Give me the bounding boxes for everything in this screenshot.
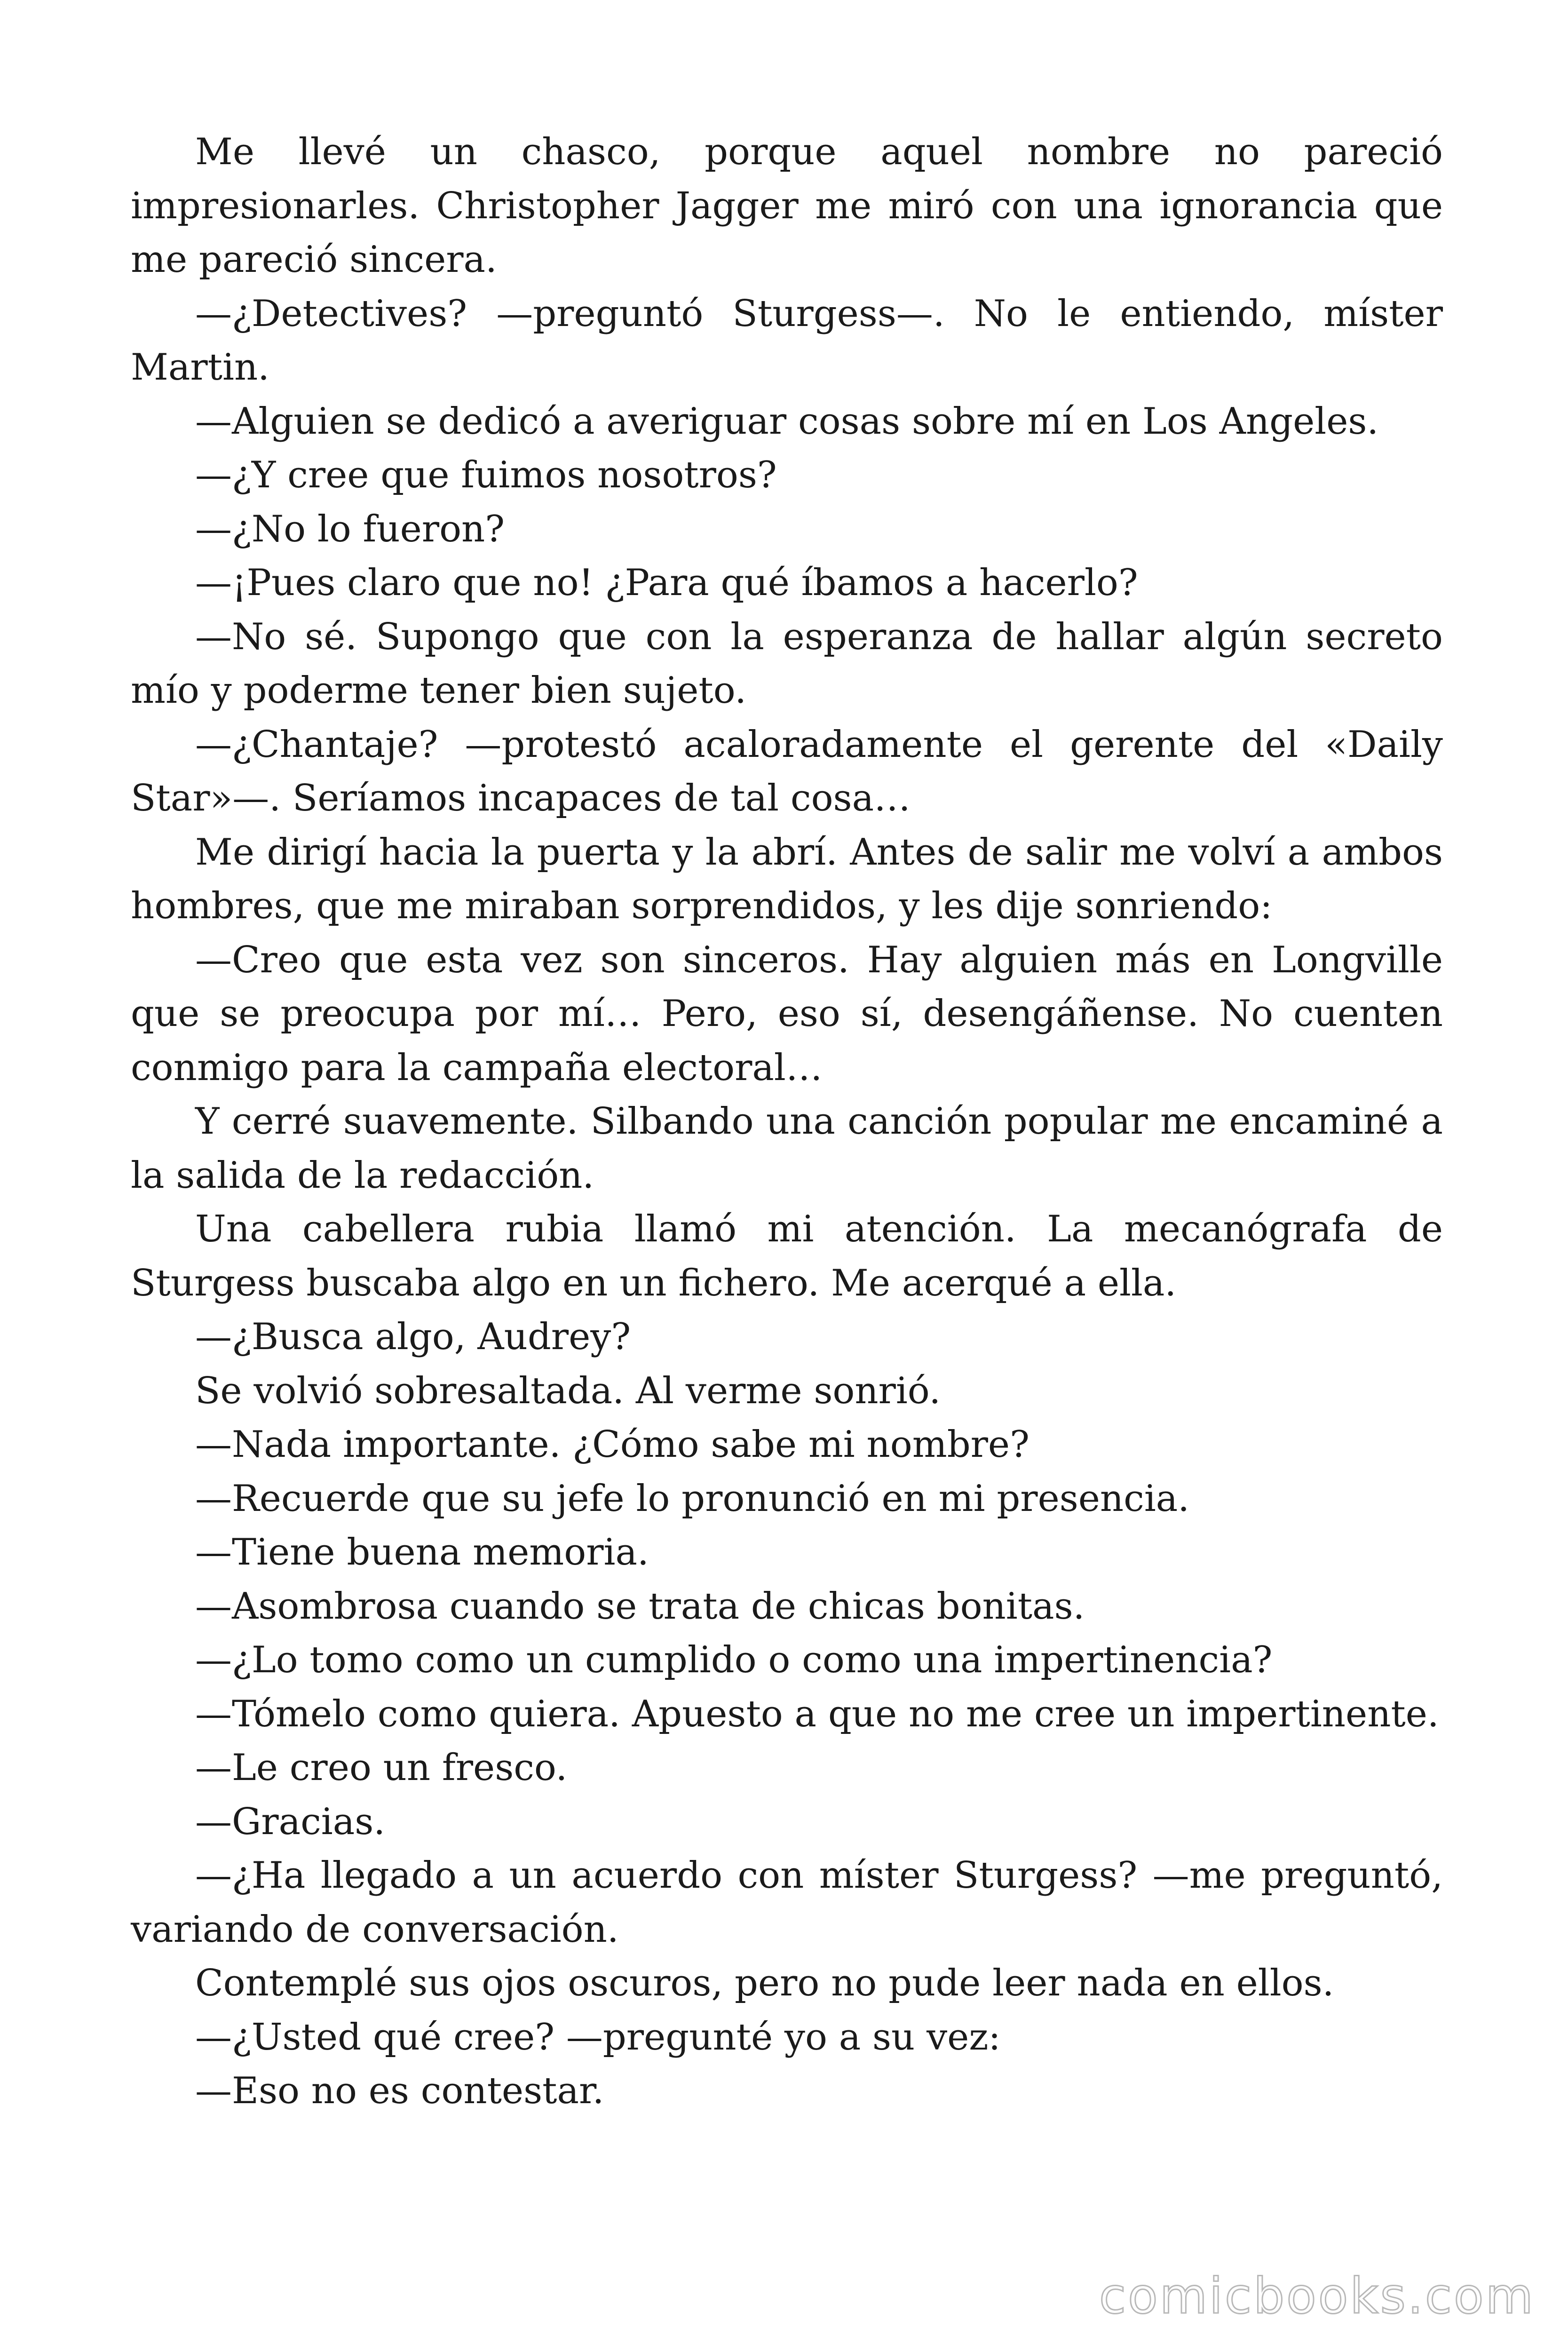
- paragraph: —¿Busca algo, Audrey?: [195, 1316, 631, 1358]
- paragraph: —Nada importante. ¿Cómo sabe mi nombre?: [195, 1423, 1029, 1466]
- paragraph: Y cerré suavemente. Silbando una canción popular me encaminé a la salida de la redacción.: [131, 1100, 1443, 1197]
- paragraph: Me llevé un chasco, porque aquel nombre no pareció impresionarles. Christopher Jagger me miró con una ignorancia que me pareció sincera.: [131, 131, 1443, 281]
- paragraph: —Alguien se dedicó a averiguar cosas sobre mí en Los Angeles.: [195, 400, 1379, 443]
- paragraph: —¡Pues claro que no! ¿Para qué íbamos a hacerlo?: [195, 562, 1138, 604]
- page-text: [131, 125, 1443, 2118]
- paragraph: —¿Usted qué cree? —pregunté yo a su vez:: [195, 2016, 1001, 2058]
- paragraph: —¿Chantaje? —protestó acaloradamente el gerente del «Daily Star»—. Seríamos incapaces de tal cosa…: [131, 723, 1443, 819]
- watermark: comicbooks.com: [1099, 2267, 1535, 2325]
- paragraph: —Tómelo como quiera. Apuesto a que no me cree un impertinente.: [195, 1692, 1439, 1735]
- paragraph: Una cabellera rubia llamó mi atención. La mecanógrafa de Sturgess buscaba algo en un fichero. Me acerqué a ella.: [131, 1208, 1443, 1304]
- paragraph: —Recuerde que su jefe lo pronunció en mi presencia.: [195, 1477, 1190, 1520]
- paragraph: —¿No lo fueron?: [195, 508, 505, 550]
- paragraph: —Le creo un fresco.: [195, 1747, 568, 1789]
- paragraph: —¿Y cree que fuimos nosotros?: [195, 454, 777, 496]
- paragraph: Se volvió sobresaltada. Al verme sonrió.: [195, 1369, 941, 1412]
- paragraph: —Gracias.: [195, 1800, 386, 1843]
- paragraph: —Tiene buena memoria.: [195, 1531, 649, 1573]
- paragraph: —Creo que esta vez son sinceros. Hay alguien más en Longville que se preocupa por mí… Pero, eso sí, desengáñense. No cuenten conmigo para la campaña electoral…: [131, 938, 1443, 1089]
- paragraph: Me dirigí hacia la puerta y la abrí. Antes de salir me volví a ambos hombres, que me miraban sorprendidos, y les dije sonriendo:: [131, 831, 1443, 927]
- paragraph: —¿Detectives? —preguntó Sturgess—. No le entiendo, míster Martin.: [131, 292, 1443, 389]
- paragraph: —¿Lo tomo como un cumplido o como una impertinencia?: [195, 1639, 1273, 1681]
- paragraph: —Asombrosa cuando se trata de chicas bonitas.: [195, 1585, 1085, 1628]
- paragraph: Contemplé sus ojos oscuros, pero no pude leer nada en ellos.: [195, 1962, 1334, 2004]
- paragraph: —No sé. Supongo que con la esperanza de hallar algún secreto mío y poderme tener bien sujeto.: [131, 615, 1443, 712]
- paragraph: —¿Ha llegado a un acuerdo con míster Sturgess? —me preguntó, variando de conversación.: [131, 1854, 1443, 1951]
- paragraph: —Eso no es contestar.: [195, 2070, 604, 2112]
